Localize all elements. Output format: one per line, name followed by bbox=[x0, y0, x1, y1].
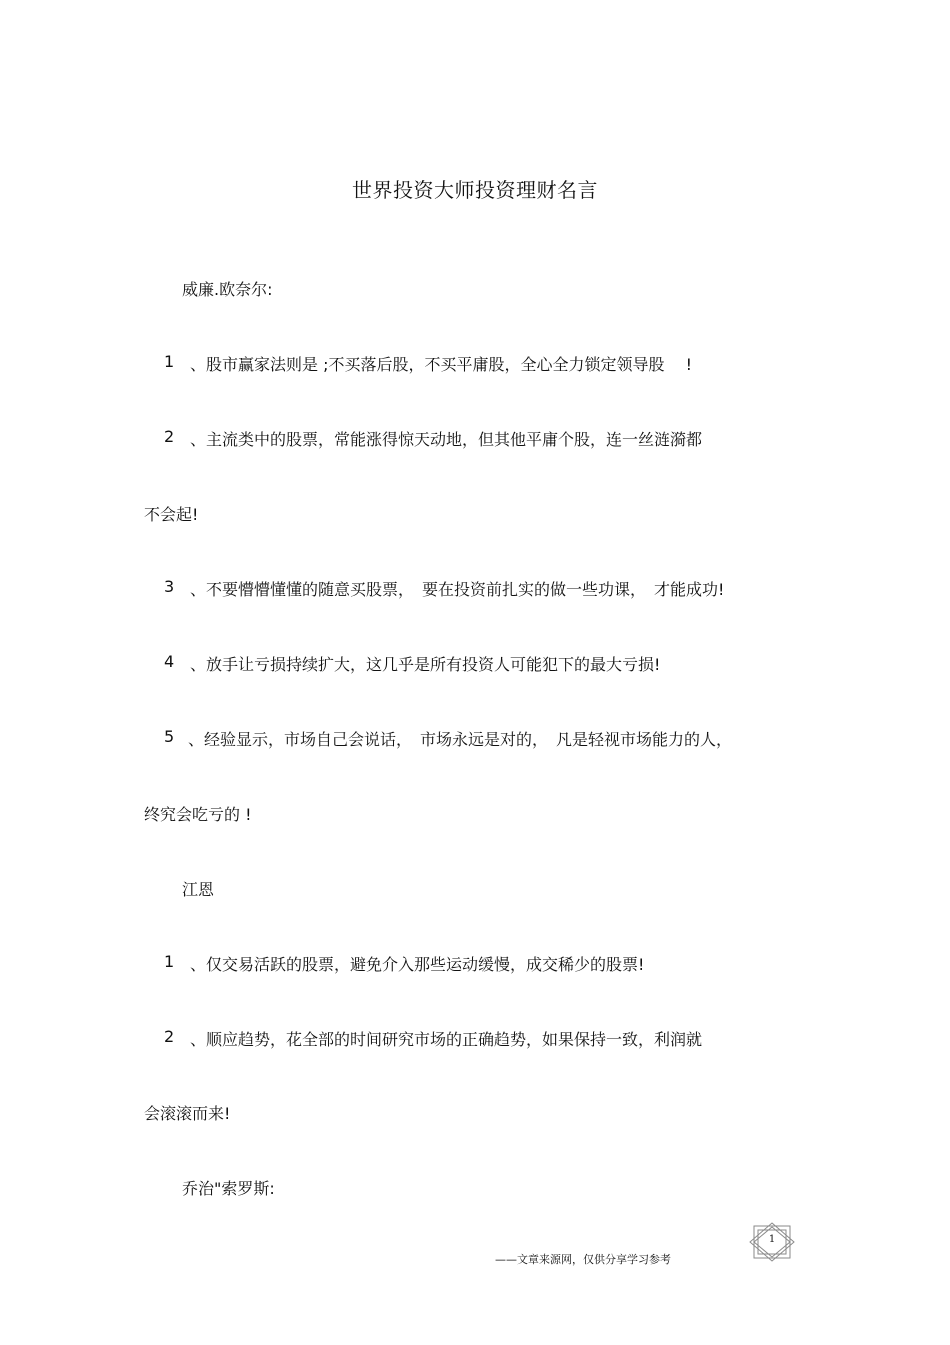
quote-text-continuation: 会滚滚而来! bbox=[144, 1104, 231, 1123]
quote-text-continuation: 终究会吃亏的 ! bbox=[144, 805, 252, 824]
quote-text: 、顺应趋势，花全部的时间研究市场的正确趋势，如果保持一致，利润就 bbox=[190, 1030, 703, 1049]
quote-number: 5 bbox=[164, 727, 175, 746]
page-title: 世界投资大师投资理财名言 bbox=[352, 178, 598, 202]
author-heading-oneil: 威廉.欧奈尔: bbox=[182, 280, 273, 299]
quote-number: 2 bbox=[164, 1027, 175, 1046]
page-number: 1 bbox=[768, 1234, 776, 1245]
quote-number: 2 bbox=[164, 427, 175, 446]
quote-number: 1 bbox=[164, 952, 175, 971]
page-number-badge bbox=[748, 1222, 796, 1262]
quote-text: 、仅交易活跃的股票，避免介入那些运动缓慢，成交稀少的股票! bbox=[190, 955, 645, 974]
quote-text: 、放手让亏损持续扩大，这几乎是所有投资人可能犯下的最大亏损! bbox=[190, 655, 661, 674]
quote-text-continuation: 不会起! bbox=[144, 505, 199, 524]
footer-source-note: ——文章来源网，仅供分享学习参考 bbox=[495, 1253, 671, 1266]
quote-text: 、主流类中的股票，常能涨得惊天动地，但其他平庸个股，连一丝涟漪都 bbox=[190, 430, 703, 449]
quote-text: 、经验显示，市场自己会说话， 市场永远是对的， 凡是轻视市场能力的人， bbox=[188, 730, 733, 749]
quote-number: 3 bbox=[164, 577, 175, 596]
author-heading-soros: 乔治"索罗斯: bbox=[182, 1179, 275, 1198]
quote-text: 、股市赢家法则是 ;不买落后股，不买平庸股，全心全力锁定领导股 ! bbox=[190, 355, 692, 374]
quote-number: 4 bbox=[164, 652, 175, 671]
quote-text: 、不要懵懵懂懂的随意买股票， 要在投资前扎实的做一些功课， 才能成功! bbox=[190, 580, 725, 599]
quote-number: 1 bbox=[164, 352, 175, 371]
author-heading-gann: 江恩 bbox=[182, 880, 215, 899]
